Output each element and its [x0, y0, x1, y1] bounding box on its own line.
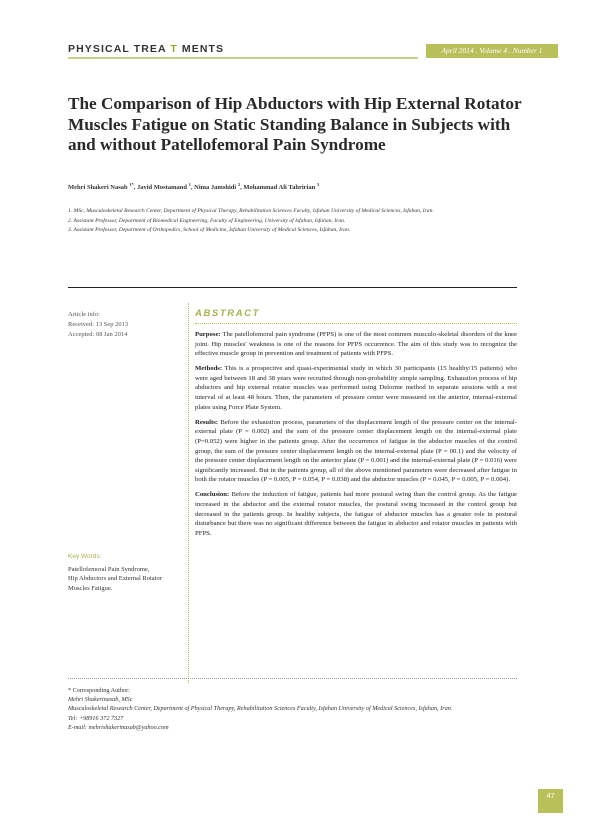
affiliation: 2. Assistant Professor, Department of Biomedical Engineering, Faculty of Engineering, University of Isfahan, Isfahan, Iran. — [68, 217, 346, 224]
affiliation: 1. MSc, Musculoskeletal Research Center, Department of Physical Therapy, Rehabilitation Sciences Faculty, Isfahan University of Medical Sciences, Isfahan, Iran. — [68, 208, 434, 214]
article-info-label: Article info: — [68, 311, 100, 318]
corr-tel: Tel: +98916 372 7327 — [68, 714, 124, 722]
abstract-purpose: Purpose: The patellofemoral pain syndrome (PFPS) is one of the most common musculo-skeletal disorders of the knee joint. Hip muscles' weakness is one of the reasons for PFPS occurrence. The aim of this study was to recognize the effective muscle group in prevention and treatment of patients with PFPS. — [195, 331, 517, 358]
author: Mehri Shakeri Nasab — [68, 184, 128, 192]
abstract-methods: Methods: This is a prospective and quasi-experimental study in which 30 participants (15 healthy/15 patients) who were aged between 18 and 38 years were recruited through non-probability simple sampling. Exhaustion process of hip abductors and hip external rotator muscles was performed using Delorme method in separate sessions with a rest interval of at least 48 hours. Then, the parameters of pressure center were measured on the anterior, internal-external plates using Force Plate System. — [195, 365, 517, 411]
header-rule — [68, 57, 418, 59]
footnote-divider — [68, 678, 517, 679]
abstract-rule — [195, 323, 517, 324]
paper-title: The Comparison of Hip Abductors with Hip External Rotator Muscles Fatigue on Static Standing Balance in Subjects with and without Patellofemoral Pain Syndrome — [68, 94, 522, 154]
corr-address: Musculoskeletal Research Center, Department of Physical Therapy, Rehabilitation Sciences Faculty, Isfahan University of Medical Sciences, Isfahan, Iran. — [68, 705, 453, 713]
corresponding-author — [68, 686, 520, 732]
corr-email: E-mail: mehrishakerinasab@yahoo.com — [68, 723, 169, 731]
author: Mohammad Ali Tahririan — [243, 184, 316, 192]
accepted-date: Accepted: 08 Jan 2014 — [68, 331, 128, 338]
author-list: Mehri Shakeri Nasab $^{1*}$, Javid Mostamand $^1$, Nima Jamshidi $^2$, Mohammad Ali Tahririan $^3$ — [68, 182, 320, 192]
corr-name: Mehri Shakerinasab, MSc — [68, 696, 133, 704]
section-divider — [68, 287, 517, 288]
abstract-body — [195, 330, 517, 544]
article-info — [68, 310, 178, 340]
abstract-results: Results: Before the exhaustion process, parameters of the displacement length of the pressure center on the internal-external plate (P = 0.002) and the sum of the pressure center displacement length on the internal-external plate (P=0.052) were higher in the patients group. After the occurrence of fatigue in the abductor muscles of the control group, the sum of the pressure center displacement length on the internal-external plate (P = 00.1) and the velocity of the pressure center displacement length on the anterior plate (P = 0.001) and the internal-external plate (P = 0.016) were significantly increased. But in the patients group, all of the above mentioned parameters were decreased after fatigue in both the rotator muscles (P = 0.005, P = 0.054, P = 0.038) and the abductor muscles (P = 0.045, P = 0.005, P = 0.004). — [195, 418, 517, 484]
column-divider — [188, 303, 189, 683]
affiliations — [68, 207, 538, 236]
keyword: Patellofemoral Pain Syndrome, — [68, 565, 150, 573]
author: Nima Jamshidi — [194, 184, 237, 192]
abstract-conclusion: Conclusion: Before the induction of fatigue, patients had more postural swing than the control group. As the fatigue increased in the abductor and the external rotator muscles, the postural swing increased in the control group but decreased in the patients group. In healthy subjects, the fatigue of abductor muscles has a greater role in postural disturbance but there was no significant difference between the fatigue in abductor and rotator muscles in patients with PFPS. — [195, 491, 518, 537]
affiliation: 3. Assistant Professor, Department of Orthopedics, School of Medicine, Isfahan University of Medical Sciences, Isfahan, Iran. — [68, 227, 351, 233]
journal-name: PHYSICAL TREA T MENTS — [68, 43, 225, 55]
keywords — [68, 552, 178, 593]
keyword: Hip Abductors and External Rotator Muscles Fatigue. — [68, 575, 162, 592]
author: Javid Mostamand — [136, 184, 187, 192]
issue-badge: April 2014 . Volume 4 . Number 1 — [426, 44, 558, 58]
keywords-label: Key Words: — [68, 553, 102, 560]
corr-label: * Corresponding Author: — [68, 687, 130, 694]
abstract-heading: ABSTRACT — [195, 308, 261, 319]
received-date: Received: 13 Sep 2013 — [68, 321, 129, 328]
page-number: 47 — [546, 791, 555, 800]
